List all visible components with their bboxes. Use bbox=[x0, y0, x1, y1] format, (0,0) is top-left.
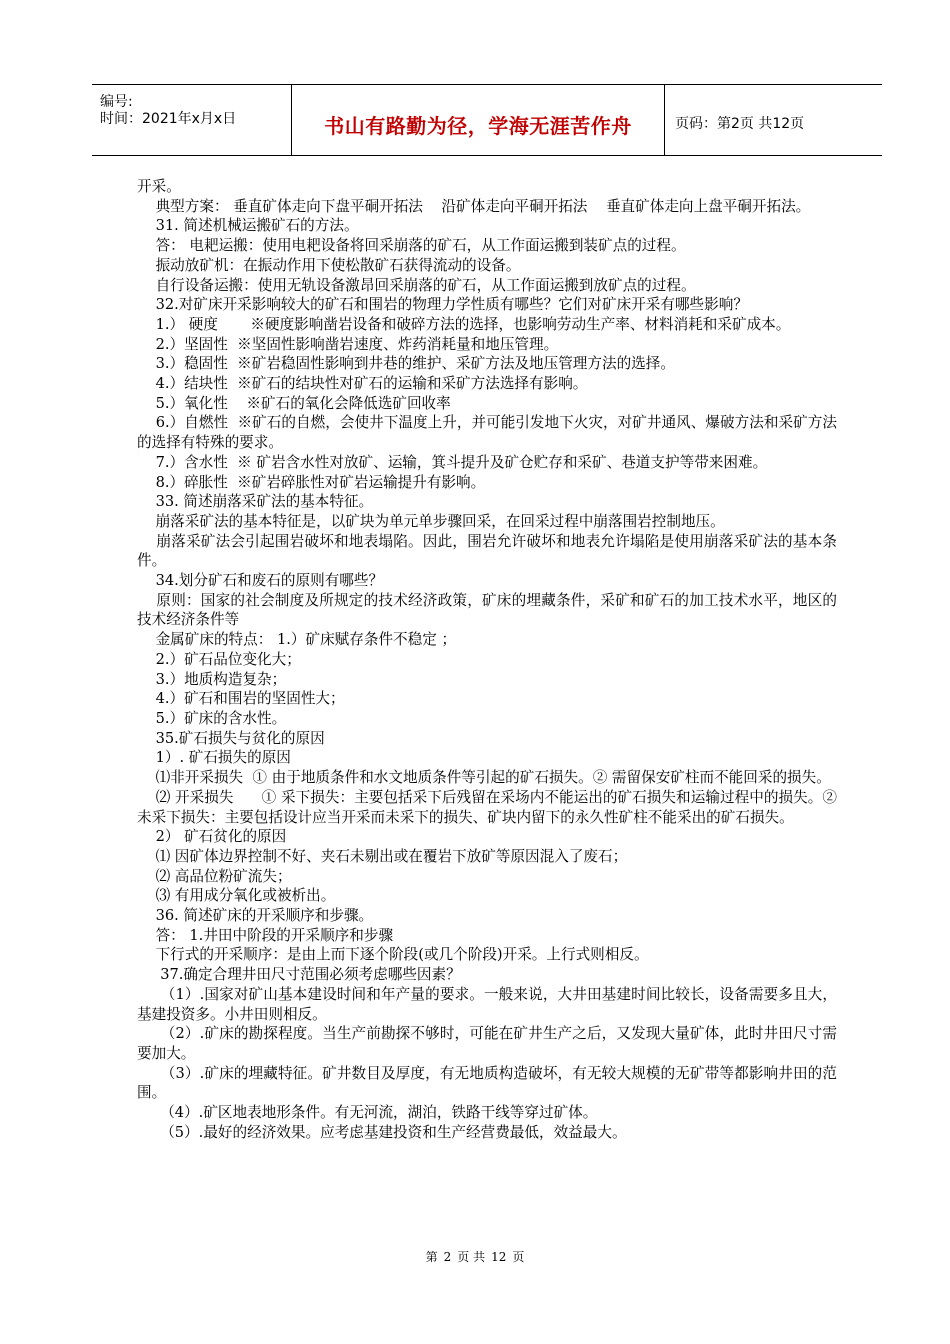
page-header bbox=[92, 84, 882, 156]
paragraph-line: 36. 简述矿床的开采顺序和步骤。 bbox=[137, 907, 374, 925]
paragraph-line: 原则：国家的社会制度及所规定的技术经济政策，矿床的埋藏条件，采矿和矿石的加工技术水平，地区的技术经济条件等 bbox=[137, 591, 837, 629]
paragraph-line: 35.矿石损失与贫化的原因 bbox=[137, 729, 325, 747]
paragraph-line: 自行设备运搬：使用无轨设备激昂回采崩落的矿石，从工作面运搬到放矿点的过程。 bbox=[137, 276, 696, 294]
footer-mid: 页 共 bbox=[457, 1250, 486, 1264]
paragraph-line: （1）.国家对矿山基本建设时间和年产量的要求。一般来说，大井田基建时间比较长，设备需要多且大，基建投资多。小井田则相反。 bbox=[137, 985, 837, 1023]
paragraph-line: 崩落采矿法会引起围岩破坏和地表塌陷。因此，围岩允许破坏和地表允许塌陷是使用崩落采矿法的基本条件。 bbox=[137, 532, 837, 570]
time-label: 时间：2021年x月x日 bbox=[100, 111, 237, 127]
number-label: 编号: bbox=[100, 94, 133, 110]
paragraph-line: 34.划分矿石和废石的原则有哪些？ bbox=[137, 572, 384, 590]
paragraph-line: ⑶ 有用成分氧化或被析出。 bbox=[137, 887, 336, 905]
paragraph-line: 5.）矿床的含水性。 bbox=[137, 709, 287, 727]
paragraph-line: 2） 矿石贫化的原因 bbox=[137, 828, 287, 846]
paragraph-line: （4）.矿区地表地形条件。有无河流，湖泊，铁路干线等穿过矿体。 bbox=[137, 1104, 598, 1122]
paragraph-line: 2.）坚固性 ※坚固性影响凿岩速度、炸药消耗量和地压管理。 bbox=[137, 335, 559, 353]
paragraph-line: 32.对矿床开采影响较大的矿石和围岩的物理力学性质有哪些？它们对矿床开采有哪些影响？ bbox=[137, 296, 748, 314]
paragraph-line: ⑵ 高品位粉矿流失； bbox=[137, 867, 292, 885]
paragraph-line: 答： 电耙运搬：使用电耙设备将回采崩落的矿石，从工作面运搬到装矿点的过程。 bbox=[137, 237, 686, 255]
paragraph-line: 2.）矿石品位变化大； bbox=[137, 650, 301, 668]
paragraph-line: （2）.矿床的勘探程度。当生产前勘探不够时，可能在矿井生产之后，又发现大量矿体，此时井田尺寸需要加大。 bbox=[137, 1025, 837, 1062]
paragraph-line: 开采。 bbox=[137, 178, 181, 195]
paragraph-line: ⑴非开采损失 ① 由于地质条件和水文地质条件等引起的矿石损失。② 需留保安矿柱而不能回采的损失。 bbox=[137, 769, 831, 787]
paragraph-line: 振动放矿机：在振动作用下使松散矿石获得流动的设备。 bbox=[137, 256, 521, 274]
header-motto-cell bbox=[292, 85, 665, 155]
motto: 书山有路勤为径，学海无涯苦作舟 bbox=[324, 114, 632, 138]
paragraph-line: （3）.矿床的埋藏特征。矿井数目及厚度，有无地质构造破坏，有无较大规模的无矿带等都影响井田的范围。 bbox=[137, 1064, 837, 1102]
page-footer bbox=[0, 1248, 950, 1265]
paragraph-line: 4.）结块性 ※矿石的结块性对矿石的运输和采矿方法选择有影响。 bbox=[137, 375, 588, 393]
footer-suffix: 页 bbox=[512, 1250, 525, 1264]
paragraph-line: 金属矿床的特点： 1.）矿床赋存条件不稳定 ； bbox=[137, 631, 457, 649]
paragraph-line: 33. 简述崩落采矿法的基本特征。 bbox=[137, 493, 374, 511]
paragraph-line: 1）. 矿石损失的原因 bbox=[137, 749, 291, 767]
paragraph-line: 下行式的开采顺序：是由上而下逐个阶段(或几个阶段)开采。上行式则相反。 bbox=[137, 946, 649, 964]
paragraph-line: 37.确定合理井田尺寸范围必须考虑哪些因素？ bbox=[137, 966, 461, 984]
paragraph-line: 4.）矿石和围岩的坚固性大； bbox=[137, 690, 345, 708]
paragraph-line: 答： 1.井田中阶段的开采顺序和步骤 bbox=[137, 926, 394, 944]
document-body bbox=[137, 177, 842, 1142]
paragraph-line: 典型方案： 垂直矿体走向下盘平硐开拓法 沿矿体走向平硐开拓法 垂直矿体走向上盘平硐开拓法。 bbox=[137, 197, 811, 215]
paragraph-line: 崩落采矿法的基本特征是，以矿块为单元单步骤回采，在回采过程中崩落围岩控制地压。 bbox=[137, 512, 725, 530]
paragraph-line: 6.）自燃性 ※矿石的自燃，会使井下温度上升，并可能引发地下火灾，对矿井通风、爆破方法和采矿方法的选择有特殊的要求。 bbox=[137, 414, 837, 452]
footer-page: 2 bbox=[443, 1250, 452, 1264]
paragraph-line: 3.）稳固性 ※矿岩稳固性影响到井巷的维护、采矿方法及地压管理方法的选择。 bbox=[137, 355, 675, 373]
paragraph-line: 31. 简述机械运搬矿石的方法。 bbox=[137, 217, 359, 235]
paragraph-line: 1.） 硬度 ※硬度影响凿岩设备和破碎方法的选择，也影响劳动生产率、材料消耗和采矿成本。 bbox=[137, 315, 791, 333]
paragraph-line: 8.）碎胀性 ※矿岩碎胀性对矿岩运输提升有影响。 bbox=[137, 473, 486, 491]
footer-prefix: 第 bbox=[425, 1250, 438, 1264]
footer-total: 12 bbox=[491, 1250, 507, 1264]
header-right-cell bbox=[665, 85, 882, 155]
paragraph-line: ⑵ 开采损失 ① 采下损失：主要包括采下后残留在采场内不能运出的矿石损失和运输过程中的损失。② 未采下损失：主要包括设计应当开采而未采下的损失、矿块内留下的永久性矿柱不能采出的矿石损失。 bbox=[137, 788, 842, 826]
header-left-cell bbox=[92, 85, 292, 155]
paragraph-line: 5.）氧化性 ※矿石的氧化会降低选矿回收率 bbox=[137, 394, 451, 412]
page-label: 页码：第2页 共12页 bbox=[675, 116, 805, 132]
paragraph-line: 3.）地质构造复杂； bbox=[137, 670, 287, 688]
paragraph-line: 7.）含水性 ※ 矿岩含水性对放矿、运输，箕斗提升及矿仓贮存和采矿、巷道支护等带来困难。 bbox=[137, 453, 768, 471]
paragraph-line: （5）.最好的经济效果。应考虑基建投资和生产经营费最低，效益最大。 bbox=[137, 1123, 627, 1141]
paragraph-line: ⑴ 因矿体边界控制不好、夹石未剔出或在覆岩下放矿等原因混入了废石； bbox=[137, 847, 628, 865]
